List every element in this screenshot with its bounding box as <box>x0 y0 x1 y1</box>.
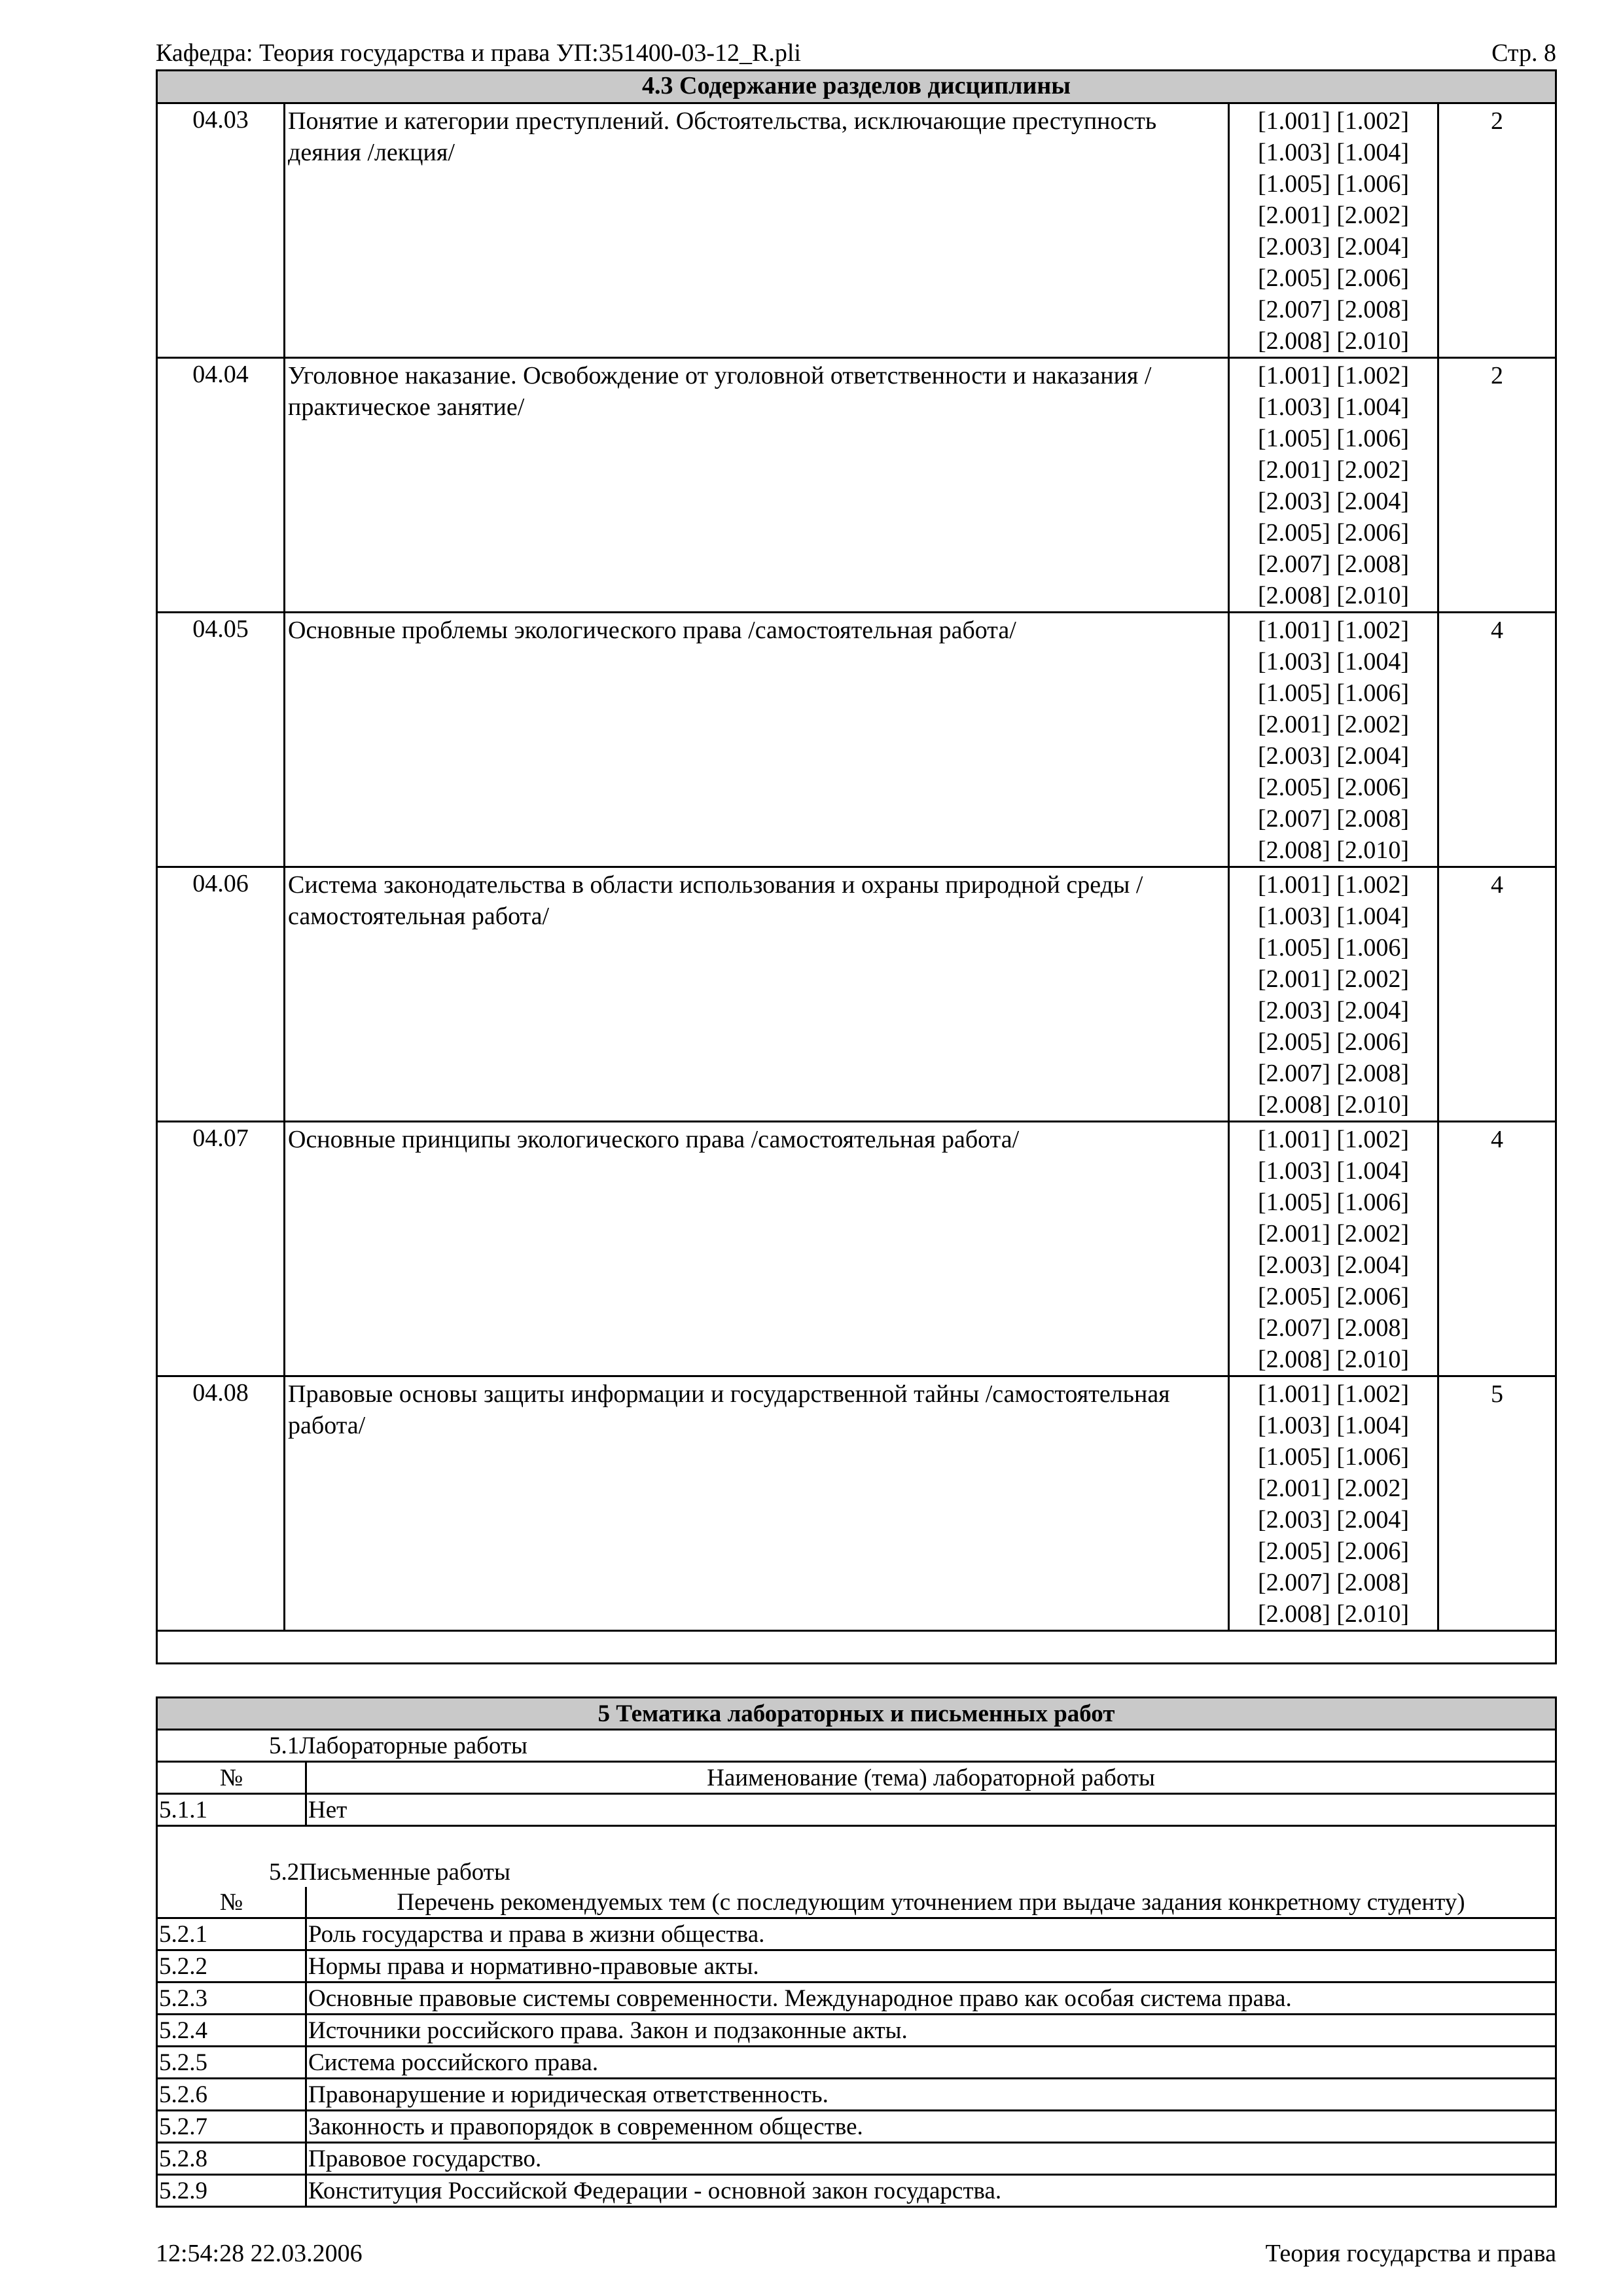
written-topic-num: 5.2.4 <box>157 2015 306 2047</box>
topic-hours: 2 <box>1438 358 1556 613</box>
written-topic-row <box>157 2015 1556 2047</box>
reference-pair: [1.003] [1.004] <box>1257 393 1410 421</box>
lab-col-num: № <box>157 1762 306 1794</box>
reference-pair: [2.008] [2.010] <box>1257 836 1410 864</box>
reference-pair: [1.001] [1.002] <box>1257 617 1410 644</box>
reference-pair: [2.007] [2.008] <box>1257 1060 1410 1087</box>
lab-row-text: Нет <box>306 1794 1556 1826</box>
topic-hours: 4 <box>1438 613 1556 867</box>
lab-col-name: Наименование (тема) лабораторной работы <box>306 1762 1556 1794</box>
topic-description: Система законодательства в области использования и охраны природной среды /самостоятельная работа/ <box>285 867 1229 1122</box>
reference-pair: [1.005] [1.006] <box>1257 425 1410 452</box>
reference-pair: [1.001] [1.002] <box>1257 871 1410 899</box>
written-topic-num: 5.2.3 <box>157 1982 306 2015</box>
reference-pair: [2.008] [2.010] <box>1257 582 1410 609</box>
topic-row <box>157 1376 1556 1631</box>
reference-pair: [1.001] [1.002] <box>1257 362 1410 389</box>
reference-pair: [2.007] [2.008] <box>1257 296 1410 323</box>
written-topic-row <box>157 2111 1556 2143</box>
reference-pair: [2.005] [2.006] <box>1257 774 1410 801</box>
reference-pair: [2.003] [2.004] <box>1257 233 1410 260</box>
written-topic-num: 5.2.2 <box>157 1950 306 1982</box>
reference-pair: [2.005] [2.006] <box>1257 1028 1410 1056</box>
written-col-name: Перечень рекомендуемых тем (с последующим уточнением при выдаче задания конкретному студенту) <box>306 1887 1556 1918</box>
written-topic-text: Роль государства и права в жизни общества. <box>306 1918 1556 1950</box>
reference-pair: [1.005] [1.006] <box>1257 1443 1410 1471</box>
section-43-table <box>156 69 1557 1664</box>
reference-pair: [1.001] [1.002] <box>1257 107 1410 135</box>
written-col-num: № <box>157 1887 306 1918</box>
reference-pair: [2.008] [2.010] <box>1257 1346 1410 1373</box>
written-topic-text: Законность и правопорядок в современном обществе. <box>306 2111 1556 2143</box>
written-topic-text: Источники российского права. Закон и подзаконные акты. <box>306 2015 1556 2047</box>
written-topic-num: 5.2.6 <box>157 2079 306 2111</box>
reference-pair: [2.007] [2.008] <box>1257 1569 1410 1596</box>
written-topic-row <box>157 1982 1556 2015</box>
topic-row <box>157 1122 1556 1376</box>
topic-description: Понятие и категории преступлений. Обстоятельства, исключающие преступность деяния /лекция/ <box>285 103 1229 358</box>
header-left: Кафедра: Теория государства и права УП:351400-03-12_R.pli <box>156 39 801 67</box>
topic-hours: 4 <box>1438 1122 1556 1376</box>
reference-pair: [2.001] [2.002] <box>1257 711 1410 738</box>
topic-description: Основные проблемы экологического права /самостоятельная работа/ <box>285 613 1229 867</box>
written-topic-text: Система российского права. <box>306 2047 1556 2079</box>
reference-pair: [2.005] [2.006] <box>1257 1283 1410 1310</box>
topic-code: 04.05 <box>157 613 285 867</box>
reference-pair: [1.003] [1.004] <box>1257 1157 1410 1185</box>
topic-references <box>1229 1376 1438 1631</box>
topic-references <box>1229 358 1438 613</box>
topic-code: 04.06 <box>157 867 285 1122</box>
reference-pair: [1.005] [1.006] <box>1257 170 1410 198</box>
reference-pair: [2.003] [2.004] <box>1257 488 1410 515</box>
topic-code: 04.03 <box>157 103 285 358</box>
reference-pair: [2.001] [2.002] <box>1257 965 1410 993</box>
reference-pair: [2.003] [2.004] <box>1257 742 1410 770</box>
reference-pair: [2.001] [2.002] <box>1257 1220 1410 1247</box>
written-topic-num: 5.2.1 <box>157 1918 306 1950</box>
section-43-rows <box>157 103 1556 1631</box>
footer-timestamp: 12:54:28 22.03.2006 <box>156 2240 363 2267</box>
topic-row <box>157 103 1556 358</box>
topic-references <box>1229 613 1438 867</box>
written-topic-num: 5.2.8 <box>157 2143 306 2175</box>
empty-row <box>157 1631 1556 1664</box>
reference-pair: [2.001] [2.002] <box>1257 1475 1410 1502</box>
written-topic-row <box>157 2143 1556 2175</box>
topic-hours: 5 <box>1438 1376 1556 1631</box>
written-topic-num: 5.2.5 <box>157 2047 306 2079</box>
reference-pair: [2.003] [2.004] <box>1257 997 1410 1024</box>
reference-pair: [2.005] [2.006] <box>1257 1537 1410 1565</box>
topic-code: 04.07 <box>157 1122 285 1376</box>
topic-row <box>157 867 1556 1122</box>
reference-pair: [1.005] [1.006] <box>1257 679 1410 707</box>
page-number: Стр. 8 <box>1491 39 1556 67</box>
section-5-table <box>156 1696 1557 2208</box>
written-topic-num: 5.2.9 <box>157 2175 306 2207</box>
topic-row <box>157 613 1556 867</box>
written-topic-num: 5.2.7 <box>157 2111 306 2143</box>
lab-row-num: 5.1.1 <box>157 1794 306 1826</box>
section-43-title: 4.3 Содержание разделов дисциплины <box>157 71 1556 103</box>
written-topic-text: Основные правовые системы современности. Международное право как особая система права. <box>306 1982 1556 2015</box>
lab-subtitle: 5.1Лабораторные работы <box>157 1730 1556 1762</box>
footer-title: Теория государства и права <box>1265 2240 1556 2267</box>
reference-pair: [1.003] [1.004] <box>1257 1412 1410 1439</box>
written-topic-row <box>157 1950 1556 1982</box>
reference-pair: [1.003] [1.004] <box>1257 903 1410 930</box>
written-topic-text: Конституция Российской Федерации - основной закон государства. <box>306 2175 1556 2207</box>
topic-row <box>157 358 1556 613</box>
written-topic-row <box>157 2047 1556 2079</box>
reference-pair: [2.001] [2.002] <box>1257 456 1410 484</box>
section-5-title: 5 Тематика лабораторных и письменных работ <box>157 1698 1556 1730</box>
reference-pair: [1.001] [1.002] <box>1257 1380 1410 1408</box>
topic-description: Правовые основы защиты информации и государственной тайны /самостоятельная работа/ <box>285 1376 1229 1631</box>
reference-pair: [2.005] [2.006] <box>1257 264 1410 292</box>
reference-pair: [2.007] [2.008] <box>1257 1314 1410 1342</box>
written-topic-text: Правонарушение и юридическая ответственность. <box>306 2079 1556 2111</box>
reference-pair: [2.003] [2.004] <box>1257 1506 1410 1534</box>
reference-pair: [2.003] [2.004] <box>1257 1251 1410 1279</box>
topic-description: Основные принципы экологического права /самостоятельная работа/ <box>285 1122 1229 1376</box>
written-topic-text: Нормы права и нормативно-правовые акты. <box>306 1950 1556 1982</box>
topic-code: 04.08 <box>157 1376 285 1631</box>
reference-pair: [2.007] [2.008] <box>1257 805 1410 833</box>
reference-pair: [2.008] [2.010] <box>1257 1091 1410 1119</box>
written-topic-text: Правовое государство. <box>306 2143 1556 2175</box>
written-topic-row <box>157 2175 1556 2207</box>
reference-pair: [1.001] [1.002] <box>1257 1126 1410 1153</box>
topic-references <box>1229 1122 1438 1376</box>
reference-pair: [2.005] [2.006] <box>1257 519 1410 547</box>
written-subtitle: 5.2Письменные работы <box>157 1826 1556 1888</box>
reference-pair: [2.007] [2.008] <box>1257 550 1410 578</box>
reference-pair: [1.003] [1.004] <box>1257 648 1410 675</box>
reference-pair: [1.005] [1.006] <box>1257 934 1410 961</box>
reference-pair: [1.003] [1.004] <box>1257 139 1410 166</box>
topic-references <box>1229 103 1438 358</box>
topic-references <box>1229 867 1438 1122</box>
written-rows <box>157 1918 1556 2207</box>
reference-pair: [2.001] [2.002] <box>1257 202 1410 229</box>
topic-description: Уголовное наказание. Освобождение от уголовной ответственности и наказания /практическое занятие/ <box>285 358 1229 613</box>
reference-pair: [2.008] [2.010] <box>1257 327 1410 355</box>
topic-hours: 4 <box>1438 867 1556 1122</box>
written-topic-row <box>157 1918 1556 1950</box>
written-topic-row <box>157 2079 1556 2111</box>
topic-code: 04.04 <box>157 358 285 613</box>
reference-pair: [2.008] [2.010] <box>1257 1600 1410 1628</box>
reference-pair: [1.005] [1.006] <box>1257 1189 1410 1216</box>
topic-hours: 2 <box>1438 103 1556 358</box>
